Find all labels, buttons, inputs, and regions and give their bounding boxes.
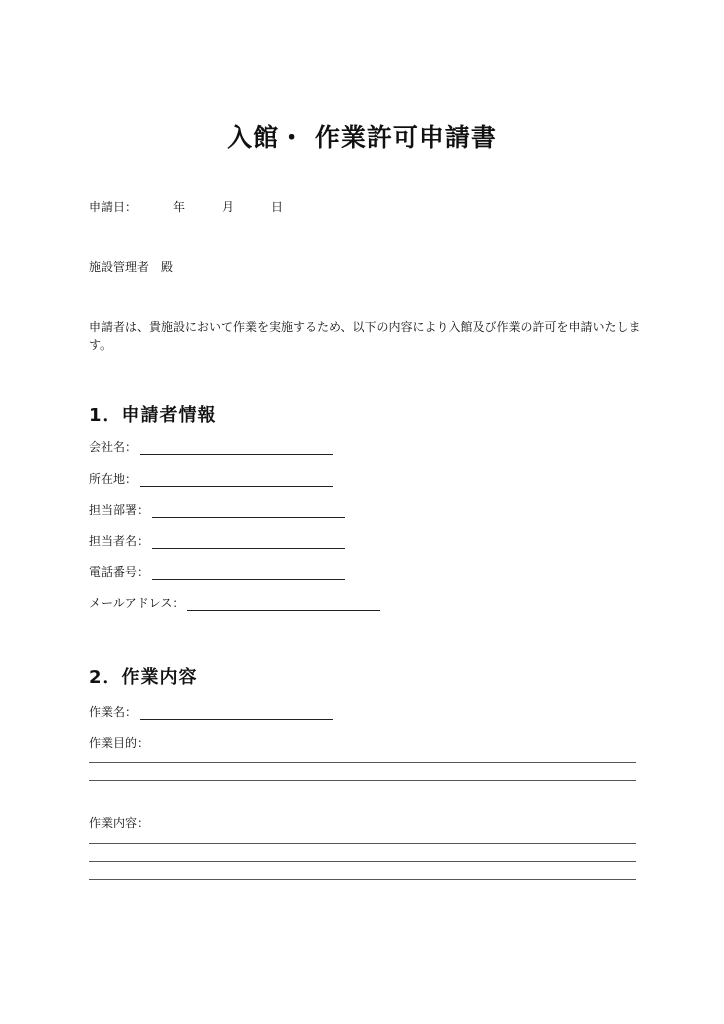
address-field [89,470,333,487]
work-details-line-1[interactable] [89,843,636,844]
work-details-label: 作業内容： [89,816,150,830]
application-statement: 申請者は、貴施設において作業を実施するため、以下の内容により入館及び作業の許可を申請いたします。 [89,320,641,352]
section-1-heading: 1．申請者情報 [89,405,217,426]
work-name-blank[interactable] [140,705,333,720]
address-blank[interactable] [140,472,333,487]
email-field [89,594,380,611]
department-label: 担当部署： [89,503,150,517]
department-blank[interactable] [152,503,345,518]
work-name-field [89,703,333,720]
phone-field [89,563,345,580]
company-name-field [89,438,333,455]
addressee: 施設管理者 殿 [89,260,174,274]
department-field [89,501,345,518]
work-purpose-line-1[interactable] [89,762,636,763]
contact-person-field [89,532,345,549]
work-purpose-label: 作業目的： [89,736,150,750]
company-name-label: 会社名： [89,440,138,454]
email-blank[interactable] [187,596,380,611]
contact-person-blank[interactable] [152,534,345,549]
work-name-label: 作業名： [89,705,138,719]
work-details-line-2[interactable] [89,861,636,862]
work-purpose-line-2[interactable] [89,780,636,781]
application-date-day: 日 [271,200,284,214]
email-label: メールアドレス： [89,596,185,610]
work-details-line-3[interactable] [89,879,636,880]
application-date-label: 申請日： [89,200,138,214]
application-date-month: 月 [222,200,235,214]
company-name-blank[interactable] [140,440,333,455]
address-label: 所在地： [89,472,138,486]
document-title: 入館・ 作業許可申請書 [227,123,497,152]
section-2-heading: 2．作業内容 [89,667,198,688]
application-date-year: 年 [173,200,186,214]
phone-label: 電話番号： [89,565,150,579]
phone-blank[interactable] [152,565,345,580]
contact-person-label: 担当者名： [89,534,150,548]
